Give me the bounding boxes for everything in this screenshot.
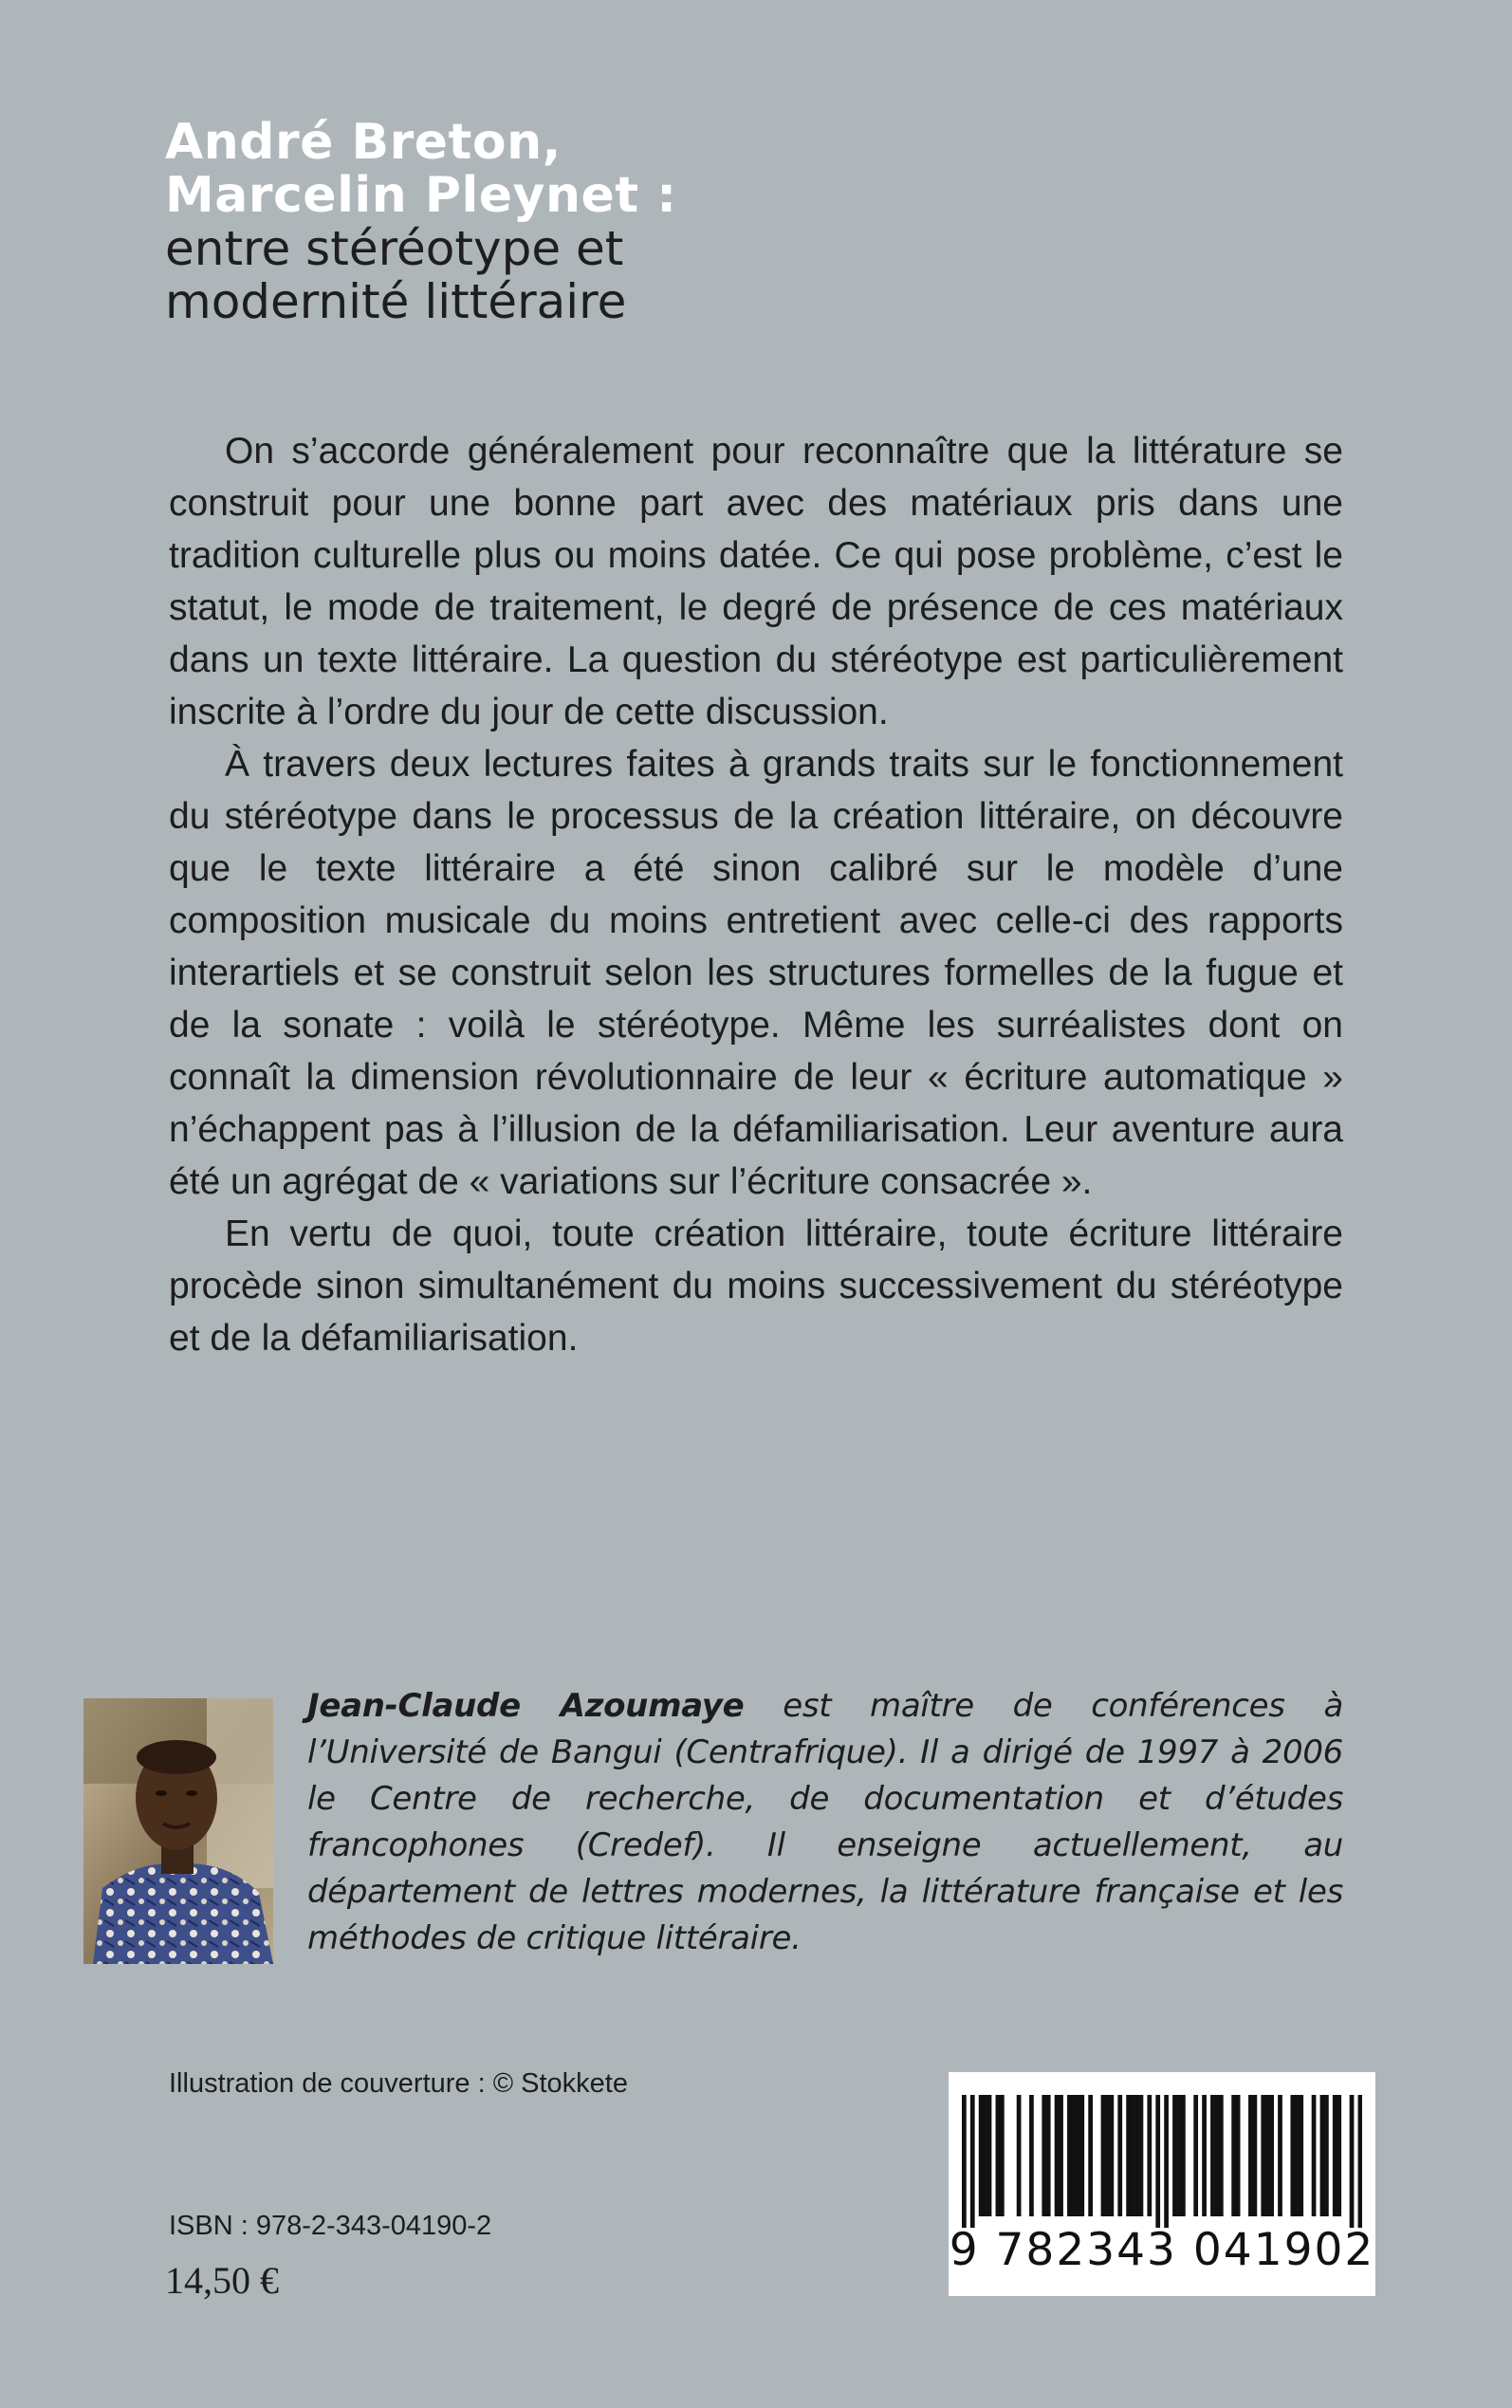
barcode-bar xyxy=(1320,2095,1325,2216)
title-line-1: André Breton, xyxy=(165,114,562,171)
barcode-bar xyxy=(1046,2095,1051,2216)
title-line-2: Marcelin Pleynet : xyxy=(165,167,677,224)
summary-text xyxy=(169,425,1343,1364)
summary-paragraph-2: À travers deux lectures faites à grands traits sur le fonctionnement du stéréotype dans le processus de la création littéraire, on découvre que le texte littéraire a été sinon calibré sur le modèle d’une composition musicale du moins entretient avec celle-ci des rapports interartiels et se construit selon les structures formelles de la fugue et de la sonate : voilà le stéréotype. Même les surréalistes dont on connaît la dimension révolutionnaire de leur « écriture automatique » n’échappent pas à l’illusion de la défamiliarisation. Leur aventure aura été un agrégat de « variations sur l’écriture consacrée ». xyxy=(169,744,1343,1202)
subtitle-line-2: modernité littéraire xyxy=(165,274,627,329)
barcode-bar xyxy=(1248,2095,1253,2216)
barcode-bar xyxy=(1210,2095,1215,2216)
barcode-bar xyxy=(1172,2095,1177,2216)
barcode-bar xyxy=(970,2095,975,2228)
barcode-bar xyxy=(1067,2095,1072,2216)
barcode-bar xyxy=(1290,2095,1295,2216)
barcode-bar xyxy=(1109,2095,1114,2216)
barcode-bar xyxy=(1253,2095,1258,2216)
barcode-bar xyxy=(996,2095,1001,2216)
barcode-bar xyxy=(1055,2095,1060,2216)
barcode-bar xyxy=(1134,2095,1139,2216)
barcode-bar xyxy=(1000,2095,1005,2216)
barcode-bar xyxy=(1278,2095,1282,2216)
barcode-bar xyxy=(1017,2095,1022,2216)
author-bio-text: est maître de conférences à l’Université de Bangui (Centrafrique). Il a dirigé de 1997 à 2006 le Centre de recherche, de documentation et d’études francophones (Credef). Il enseigne actuellement, au département de lettres modernes, la littérature française et les méthodes de critique littéraire. xyxy=(307,1687,1343,1957)
barcode-bar xyxy=(1147,2095,1152,2216)
price: 14,50 € xyxy=(165,2259,279,2302)
barcode-bars xyxy=(962,2095,1362,2228)
barcode-bar xyxy=(1155,2095,1160,2228)
barcode-bar xyxy=(1261,2095,1265,2216)
summary-paragraph-1: On s’accorde généralement pour reconnaître que la littérature se construit pour une bonne part avec des matériaux pris dans une tradition culturelle plus ou moins datée. Ce qui pose problème, c’est le statut, le mode de traitement, le degré de présence de ces matériaux dans un texte littéraire. La question du stéréotype est particulièrement inscrite à l’ordre du jour de cette discussion. xyxy=(169,431,1343,732)
barcode-bar xyxy=(1358,2095,1362,2228)
barcode-bar xyxy=(1029,2095,1034,2216)
barcode-bar xyxy=(1126,2095,1131,2216)
barcode-bar xyxy=(1312,2095,1317,2216)
barcode-digits: 9 782343 041902 xyxy=(949,2224,1375,2276)
author-photo xyxy=(83,1698,273,1964)
title-block xyxy=(165,116,1351,328)
barcode-bar xyxy=(1333,2095,1337,2216)
author-portrait-image xyxy=(83,1698,273,1964)
barcode-bar xyxy=(1193,2095,1198,2216)
subtitle-line-1: entre stéréotype et xyxy=(165,221,624,276)
barcode-bar xyxy=(1117,2095,1122,2216)
barcode-bar xyxy=(1202,2095,1207,2216)
barcode xyxy=(949,2072,1375,2296)
barcode-bar xyxy=(1295,2095,1300,2216)
barcode-bar xyxy=(1350,2095,1355,2228)
barcode-bar xyxy=(1164,2095,1169,2228)
barcode-bar xyxy=(1042,2095,1046,2216)
barcode-bar xyxy=(987,2095,992,2216)
barcode-bar xyxy=(1177,2095,1182,2216)
barcode-bar xyxy=(1269,2095,1274,2216)
barcode-bar xyxy=(1181,2095,1186,2216)
author-bio xyxy=(307,1683,1343,1962)
barcode-bar xyxy=(1059,2095,1063,2216)
barcode-bar xyxy=(1105,2095,1110,2216)
barcode-bar xyxy=(1337,2095,1341,2216)
barcode-bar xyxy=(1231,2095,1236,2216)
barcode-bar xyxy=(1215,2095,1220,2216)
barcode-bar xyxy=(1076,2095,1080,2216)
barcode-bar xyxy=(1236,2095,1241,2216)
barcode-bar xyxy=(1079,2095,1084,2216)
barcode-bar xyxy=(983,2095,987,2216)
barcode-bar xyxy=(1324,2095,1329,2216)
barcode-bar xyxy=(1101,2095,1106,2216)
author-name: Jean-Claude Azoumaye xyxy=(307,1687,745,1725)
barcode-bar xyxy=(1088,2095,1093,2216)
barcode-bar xyxy=(1139,2095,1144,2216)
barcode-bar xyxy=(1265,2095,1270,2216)
isbn: ISBN : 978-2-343-04190-2 xyxy=(169,2211,492,2241)
barcode-bar xyxy=(979,2095,984,2216)
barcode-bar xyxy=(1131,2095,1135,2216)
summary-paragraph-3: En vertu de quoi, toute création littéraire, toute écriture littéraire procède sinon simultanément du moins successivement du stéréotype et de la défamiliarisation. xyxy=(169,1213,1343,1359)
barcode-bar xyxy=(962,2095,967,2228)
barcode-bar xyxy=(1299,2095,1303,2216)
barcode-bar xyxy=(1219,2095,1224,2216)
illustration-credit: Illustration de couverture : © Stokkete xyxy=(169,2068,628,2099)
barcode-bar xyxy=(1071,2095,1076,2216)
